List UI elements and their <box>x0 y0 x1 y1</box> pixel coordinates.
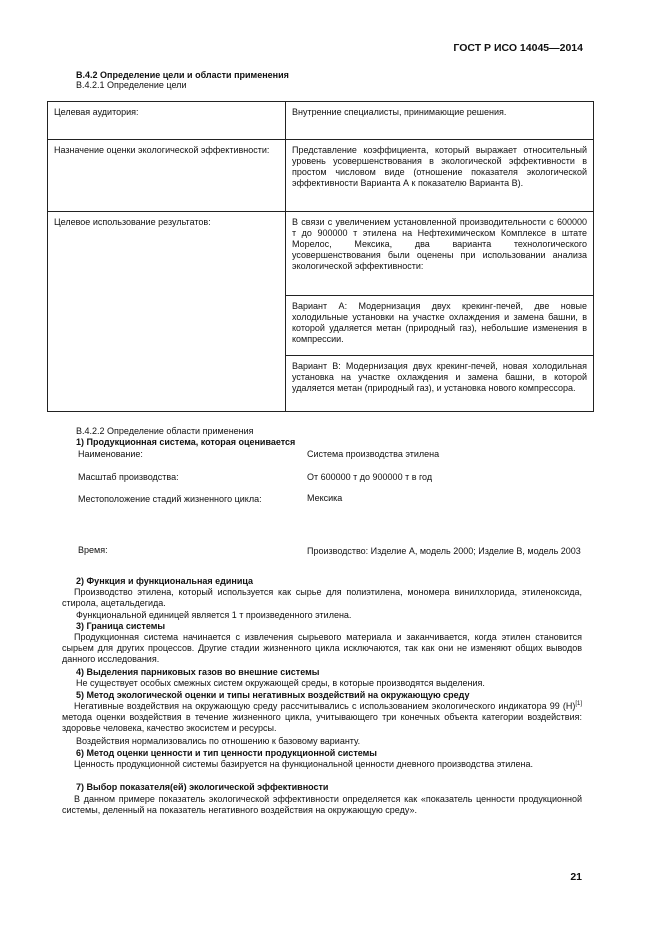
table-cell-value: Представление коэффициента, который выражает относительный уровень усовершенствования в экологической эффективности в простом числовом виде (отношение показателя экологической эффективности Варианта А к показателю Варианта В). <box>286 140 594 212</box>
table-cell-value: В связи с увеличением установленной производительности с 600000 т до 900000 т этилена на Нефтехимическом Комплексе в штате Морелос, Мексика, два варианта технологического усовершенствования были оценены при использовании анализа экологической эффективности: <box>286 212 594 296</box>
field-value: От 600000 т до 900000 т в год <box>307 472 433 482</box>
subsection-heading: В.4.2.2 Определение области применения <box>76 426 254 436</box>
paragraph: Воздействия нормализовались по отношению к базовому варианту. <box>76 736 361 746</box>
field-label: Время: <box>78 545 108 555</box>
table-cell-label: Целевое использование результатов: <box>48 212 286 412</box>
table-row <box>48 102 594 140</box>
item-heading: 6) Метод оценки ценности и тип ценности продукционной системы <box>76 748 377 758</box>
table-row <box>48 140 594 212</box>
document-code: ГОСТ Р ИСО 14045—2014 <box>453 42 583 54</box>
field-label: Местоположение стадий жизненного цикла: <box>78 494 262 504</box>
table-row <box>48 212 594 296</box>
table-cell-label: Назначение оценки экологической эффективности: <box>48 140 286 212</box>
item-heading: 3) Граница системы <box>76 621 166 631</box>
field-value: Мексика <box>307 493 343 503</box>
table-cell-label: Целевая аудитория: <box>48 102 286 140</box>
paragraph <box>62 701 582 734</box>
paragraph: Продукционная система начинается с извлечения сырьевого материала и заканчивается, когда этилен становится сырьем для других процессов. Другие стадии жизненного цикла исключаются, так как они не изменяют общих выводов данного исследования. <box>62 632 582 664</box>
section-heading: В.4.2 Определение цели и области применения <box>76 70 289 80</box>
reference-marker: [1] <box>575 701 582 707</box>
table-cell-value: Вариант А: Модернизация двух крекинг-печей, две новые холодильные установки на участке охлаждения и замена башни, в которой удаляется метан (природный газ), небольшие изменения в компрессии. <box>286 296 594 356</box>
subsection-heading: В.4.2.1 Определение цели <box>76 80 187 90</box>
paragraph: Ценность продукционной системы базируется на функциональной ценности дневного производства этилена. <box>74 759 533 769</box>
paragraph: Производство этилена, который используется как сырье для полиэтилена, мономера винилхлорида, этиленоксида, стирола, ацетальдегида. <box>62 587 582 608</box>
field-label: Масштаб производства: <box>78 472 179 482</box>
table-cell-value: Внутренние специалисты, принимающие решения. <box>286 102 594 140</box>
page-number: 21 <box>570 871 582 883</box>
item-heading: 5) Метод экологической оценки и типы негативных воздействий на окружающую среду <box>76 690 470 700</box>
paragraph-text: Негативные воздействия на окружающую среду рассчитывались с использованием экологического индикатора 99 (H) <box>74 701 576 711</box>
field-label: Наименование: <box>78 449 143 459</box>
paragraph: Не существует особых смежных систем окружающей среды, в которые производятся выделения. <box>76 678 485 688</box>
field-value: Производство: Изделие А, модель 2000; Изделие В, модель 2003 <box>307 546 581 556</box>
paragraph: В данном примере показатель экологической эффективности определяется как «показатель ценности продукционной системы, деленный на показатель негативного воздействия на окружающую среду». <box>62 794 582 815</box>
field-value: Система производства этилена <box>307 449 440 459</box>
paragraph-text: метода оценки воздействия в течение жизненного цикла, учитывающего три конечных объекта категории воздействия: здоровье человека, качество экосистем и ресурсы. <box>62 712 582 733</box>
item-heading: 7) Выбор показателя(ей) экологической эффективности <box>76 782 329 792</box>
item-heading: 4) Выделения парниковых газов во внешние системы <box>76 667 320 677</box>
item-heading: 2) Функция и функциональная единица <box>76 576 253 586</box>
goal-definition-table <box>47 101 594 412</box>
item-heading: 1) Продукционная система, которая оценивается <box>76 437 296 447</box>
paragraph: Функциональной единицей является 1 т произведенного этилена. <box>76 610 352 620</box>
table-cell-value: Вариант В: Модернизация двух крекинг-печей, новая холодильная установка на участке охлаждения и замена башни, в которой удаляется метан (природный газ), и установка нового компрессора. <box>286 356 594 412</box>
